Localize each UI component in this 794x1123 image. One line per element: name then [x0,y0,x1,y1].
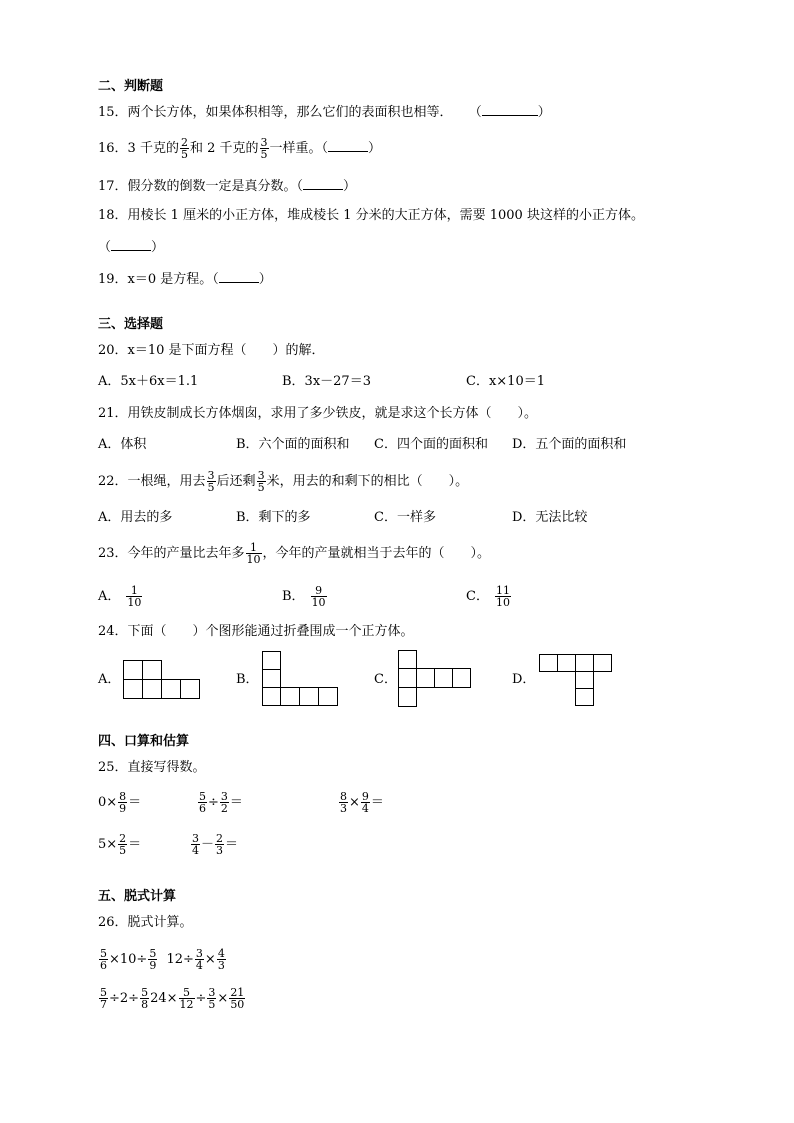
answer-blank-19[interactable] [219,270,259,283]
option-24-a[interactable]: A． [98,672,121,687]
option-20-b[interactable]: B．3x－27＝3 [282,374,371,389]
option-23-c[interactable]: C． $\frac{11}{10}$ [466,584,510,609]
expression-25-3: $\frac{8}{3}$ × $\frac{9}{4}$ ＝ [340,790,384,815]
cube-net-c-figure [398,650,472,708]
option-21-a[interactable]: A．体积 [98,437,147,452]
answer-blank-15[interactable] [482,103,538,116]
section-title-choice: 三、选择题 [98,317,164,332]
fraction: $\frac{11}{10}$ [495,584,510,609]
option-20-a[interactable]: A．5x＋6x＝1.1 [98,374,199,389]
section-title-judgement: 二、判断题 [98,79,164,94]
option-21-c[interactable]: C．四个面的面积和 [374,437,488,452]
answer-blank-17[interactable] [303,177,343,190]
question-26: 26．脱式计算。 [98,915,193,930]
question-23: 23．今年的产量比去年多 $\frac{1}{10}$ ，今年的产量就相当于去年的（ ）。 [98,541,491,566]
option-22-a[interactable]: A．用去的多 [98,510,173,525]
cube-net-d-figure [539,654,614,707]
option-21-b[interactable]: B．六个面的面积和 [236,437,350,452]
question-18-answer: （ ） [98,240,165,255]
expression-26-row-2: $\frac{5}{7}$ ÷2÷ $\frac{5}{8}$ 24× $\frac{5}{12}$ ÷ $\frac{3}{5}$ × $\frac{21}{50}$ [100,986,245,1011]
section-title-mental-math: 四、口算和估算 [98,734,190,749]
option-21-d[interactable]: D．五个面的面积和 [512,437,627,452]
question-15-text: 15．两个长方体，如果体积相等，那么它们的表面积也相等． [98,105,453,120]
option-22-b[interactable]: B．剩下的多 [236,510,311,525]
expression-25-4: 5× $\frac{2}{5}$ ＝ [98,832,142,857]
question-17: 17．假分数的倒数一定是真分数。（ ） [98,179,357,194]
fraction: $\frac{3}{5}$ [207,469,215,494]
option-24-c[interactable]: C． [374,672,397,687]
question-15: 15．两个长方体，如果体积相等，那么它们的表面积也相等． （ ） [98,105,551,120]
option-23-a[interactable]: A． $\frac{1}{10}$ [98,584,142,609]
section-title-step-calc: 五、脱式计算 [98,889,177,904]
question-19: 19．x＝0 是方程。（ ） [98,272,272,287]
cube-net-a-figure [123,660,201,701]
question-21: 21．用铁皮制成长方体烟囱，求用了多少铁皮，就是求这个长方体（ ）。 [98,406,538,421]
option-23-b[interactable]: B． $\frac{9}{10}$ [282,584,326,609]
expression-25-5: $\frac{3}{4}$ － $\frac{2}{3}$ ＝ [192,832,239,857]
fraction: $\frac{9}{10}$ [311,584,326,609]
answer-blank-18[interactable] [111,238,151,251]
question-18: 18．用棱长 1 厘米的小正方体，堆成棱长 1 分米的大正方体，需要 1000 块这样的小正方体。 [98,208,644,223]
fraction: $\frac{1}{10}$ [127,584,142,609]
fraction: $\frac{2}{5}$ [180,136,188,161]
fraction: $\frac{3}{5}$ [260,136,268,161]
expression-25-2: $\frac{5}{6}$ ÷ $\frac{3}{2}$ ＝ [199,790,243,815]
expression-25-1: 0× $\frac{8}{9}$ ＝ [98,790,142,815]
expression-26-row-1: $\frac{5}{6}$ ×10÷ $\frac{5}{9}$ 12÷ $\frac{3}{4}$ × $\frac{4}{3}$ [100,947,225,972]
question-22: 22．一根绳，用去 $\frac{3}{5}$ 后还剩 $\frac{3}{5}$ 米，用去的和剩下的相比（ ）。 [98,469,469,494]
option-24-d[interactable]: D． [512,672,536,687]
cube-net-b-figure [262,651,341,708]
question-25: 25．直接写得数。 [98,760,206,775]
option-20-c[interactable]: C．x×10＝1 [466,374,545,389]
option-22-c[interactable]: C．一样多 [374,510,436,525]
answer-blank-16[interactable] [328,139,368,152]
question-20: 20．x＝10 是下面方程（ ）的解． [98,343,325,358]
option-24-b[interactable]: B． [236,672,259,687]
fraction: $\frac{3}{5}$ [257,469,265,494]
question-16: 16．3 千克的 $\frac{2}{5}$ 和 2 千克的 $\frac{3}{5}$ 一样重。（ ） [98,136,382,161]
question-24: 24．下面（ ）个图形能通过折叠围成一个正方体。 [98,624,414,639]
option-22-d[interactable]: D．无法比较 [512,510,588,525]
fraction: $\frac{1}{10}$ [246,541,261,566]
